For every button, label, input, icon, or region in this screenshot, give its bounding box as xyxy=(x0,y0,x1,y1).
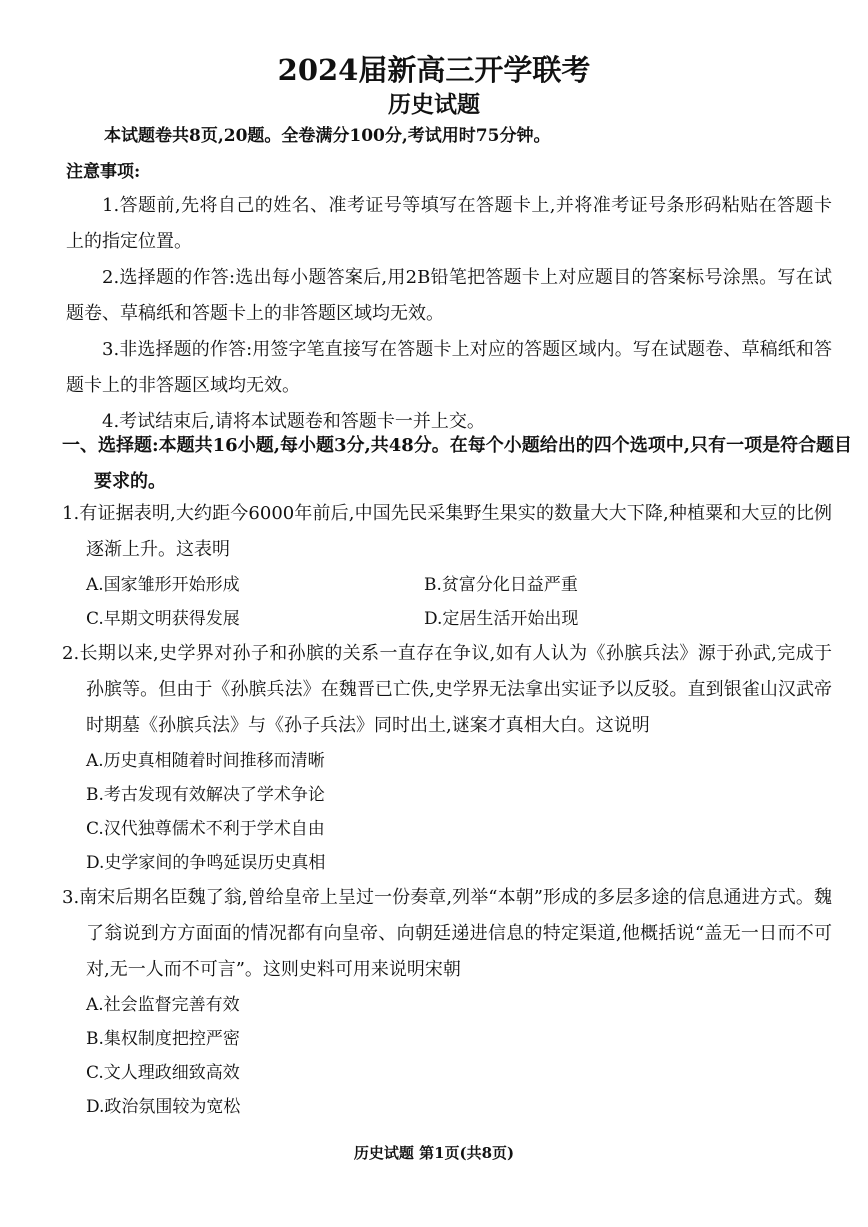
question-stem: 2.长期以来,史学界对孙子和孙膑的关系一直存在争议,如有人认为《孙膑兵法》源于孙武,完成于孙膑等。但由于《孙膑兵法》在魏晋已亡佚,史学界无法拿出实证予以反驳。直到银雀山汉武帝时期墓《孙膑兵法》与《孙子兵法》同时出土,谜案才真相大白。这说明 xyxy=(62,643,832,736)
section-heading: 一、选择题:本题共16小题,每小题3分,共48分。在每个小题给出的四个选项中,只有一项是符合题目要求的。 xyxy=(62,435,853,492)
option-b: B.集权制度把控严密 xyxy=(86,1029,240,1049)
question-options xyxy=(62,744,832,880)
option-b: B.考古发现有效解决了学术争论 xyxy=(86,785,325,805)
option-d: D.定居生活开始出现 xyxy=(424,609,579,629)
question-stem: 1.有证据表明,大约距今6000年前后,中国先民采集野生果实的数量大大下降,种植粟和大豆的比例逐渐上升。这表明 xyxy=(62,503,832,560)
question-2 xyxy=(62,636,832,880)
notice-item: 2.选择题的作答:选出每小题答案后,用2B铅笔把答题卡上对应题目的答案标号涂黑。写在试题卷、草稿纸和答题卡上的非答题区域均无效。 xyxy=(66,267,832,324)
page-footer: 历史试题 第1页(共8页) xyxy=(353,1144,515,1162)
notice-item: 1.答题前,先将自己的姓名、准考证号等填写在答题卡上,并将准考证号条形码粘贴在答题卡上的指定位置。 xyxy=(66,195,832,252)
option-d: D.史学家间的争鸣延误历史真相 xyxy=(86,853,326,873)
exam-intro: 本试题卷共8页,20题。全卷满分100分,考试用时75分钟。 xyxy=(104,126,551,146)
exam-title: 2024届新高三开学联考 xyxy=(277,53,591,87)
notice-heading: 注意事项: xyxy=(66,162,141,182)
option-a: A.历史真相随着时间推移而清晰 xyxy=(86,751,325,771)
question-options xyxy=(62,988,832,1124)
option-a: A.社会监督完善有效 xyxy=(86,995,240,1015)
question-1 xyxy=(62,496,832,636)
notice-list xyxy=(66,188,832,440)
notice-item: 4.考试结束后,请将本试题卷和答题卡一并上交。 xyxy=(102,411,485,432)
option-a: A.国家雏形开始形成 xyxy=(86,575,240,595)
option-c: C.早期文明获得发展 xyxy=(86,609,240,629)
notice-item: 3.非选择题的作答:用签字笔直接写在答题卡上对应的答题区域内。写在试题卷、草稿纸和答题卡上的非答题区域均无效。 xyxy=(66,339,832,396)
question-list xyxy=(62,496,832,1124)
option-d: D.政治氛围较为宽松 xyxy=(86,1097,241,1117)
option-b: B.贫富分化日益严重 xyxy=(424,575,578,595)
option-c: C.汉代独尊儒术不利于学术自由 xyxy=(86,819,325,839)
question-3 xyxy=(62,880,832,1124)
option-c: C.文人理政细致高效 xyxy=(86,1063,240,1083)
exam-subtitle: 历史试题 xyxy=(388,91,480,118)
question-options xyxy=(62,568,832,636)
question-stem: 3.南宋后期名臣魏了翁,曾给皇帝上呈过一份奏章,列举“本朝”形成的多层多途的信息通进方式。魏了翁说到方方面面的情况都有向皇帝、向朝廷递进信息的特定渠道,他概括说“盖无一日而不可对,无一人而不可言”。这则史料可用来说明宋朝 xyxy=(62,887,832,980)
